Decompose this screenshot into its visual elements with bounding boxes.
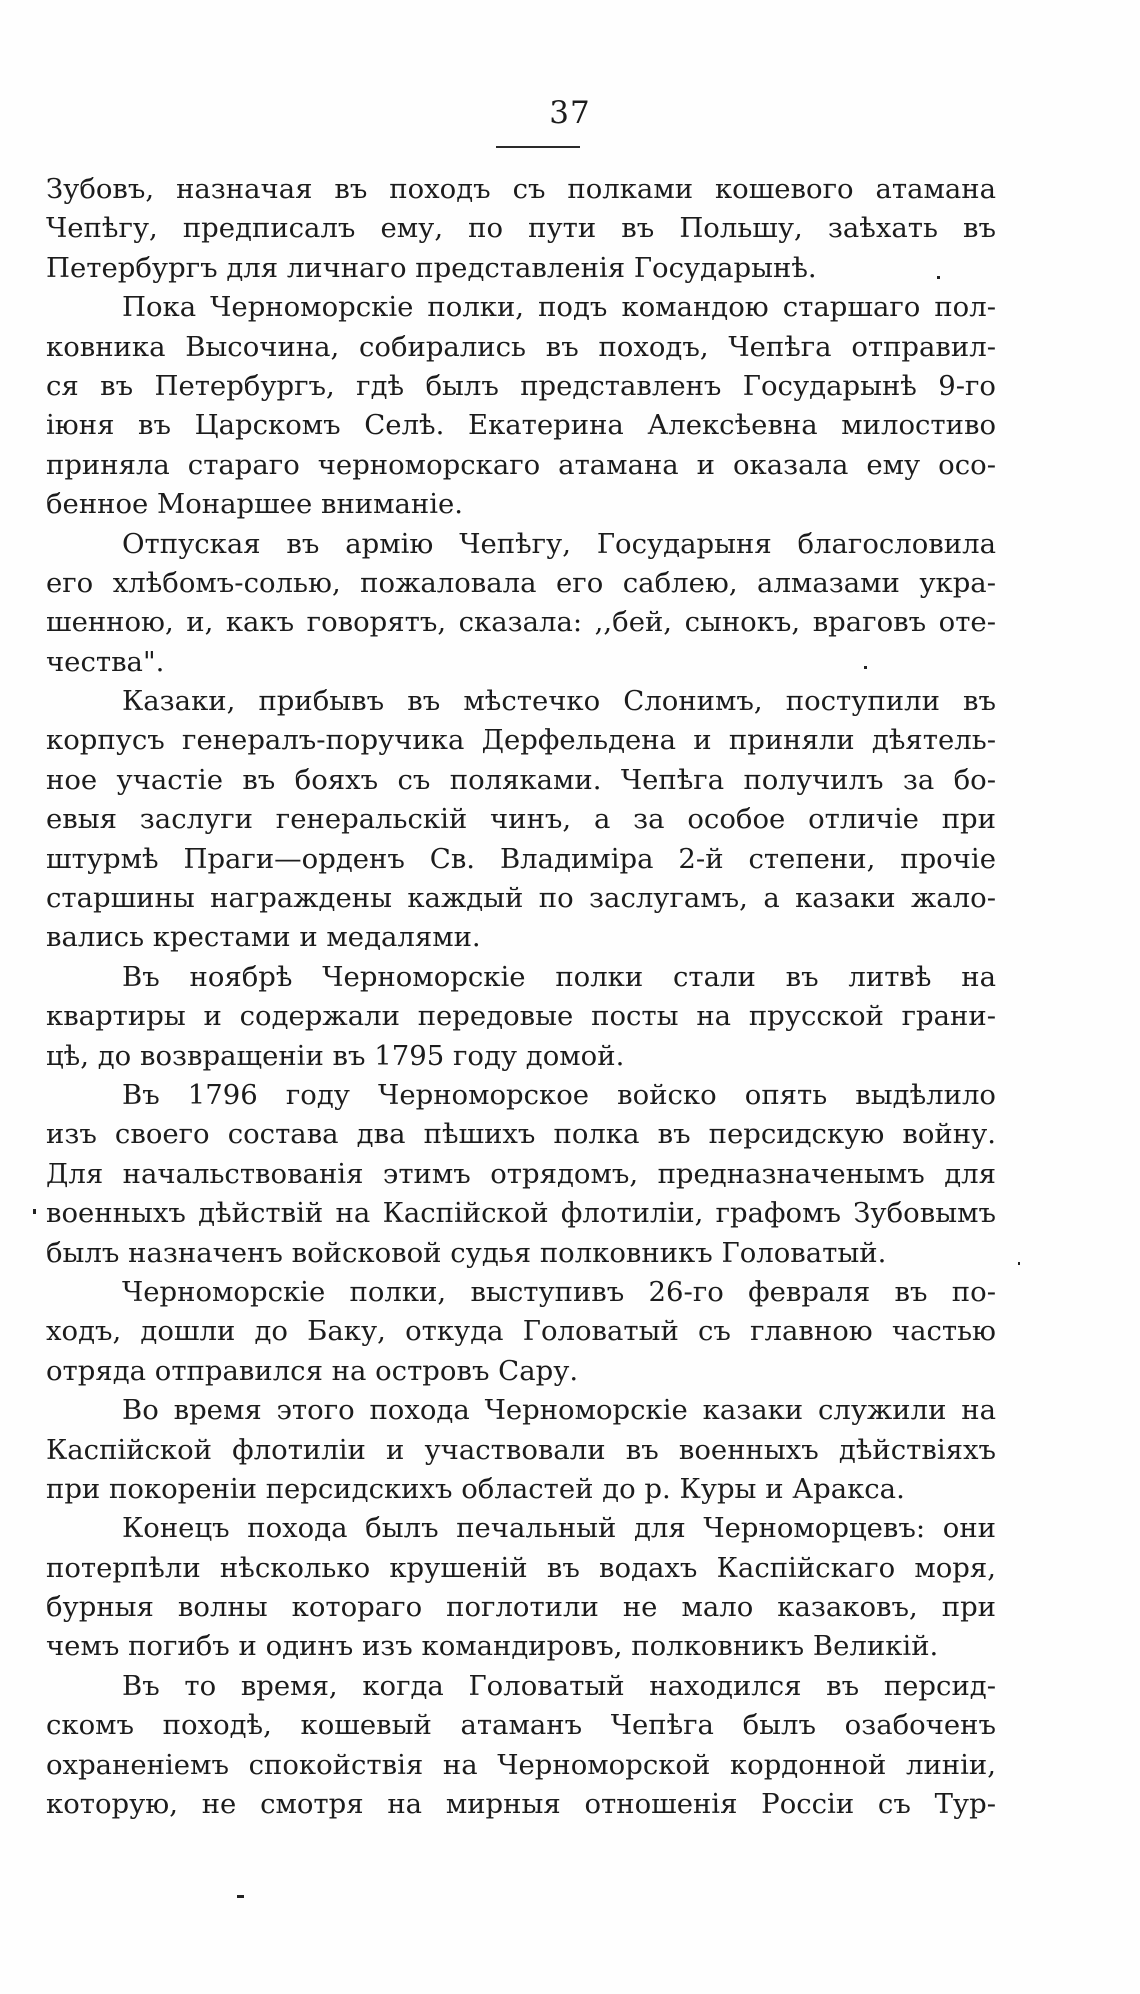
text-line: бенное Монаршее вниманіе. [46,488,464,521]
text-line: цѣ, до возвращеніи въ 1795 году домой. [46,1039,625,1072]
text-line: Чепѣгу, предписалъ ему, по пути въ Польшу, заѣхать въ [46,212,996,245]
text-line: охраненіемъ спокойствія на Черноморской кордонной линіи, [46,1748,996,1781]
text-line: Пока Черноморскіе полки, подъ командою старшаго пол- [122,291,996,324]
text-line: вались крестами и медалями. [46,921,481,954]
text-line: Зубовъ, назначая въ походъ съ полками кошевого атамана [46,173,996,205]
text-line: шенною, и, какъ говорятъ, сказала: ,,бей, сынокъ, враговъ оте- [46,606,996,639]
text-line: старшины награждены каждый по заслугамъ, а казаки жало- [46,882,996,915]
text-line: іюня въ Царскомъ Селѣ. Екатерина Алексѣевна милостиво [46,409,996,442]
ink-speck [937,276,940,279]
ink-speck [237,1895,244,1898]
text-line: Черноморскіе полки, выступивъ 26-го февраля въ по- [122,1275,996,1308]
text-line: чемъ погибъ и одинъ изъ командировъ, полковникъ Великій. [46,1630,939,1663]
text-line: квартиры и содержали передовые посты на прусской грани- [46,1000,996,1033]
ink-speck [1018,1262,1020,1265]
text-line: ходъ, дошли до Баку, откуда Головатый съ главною частью [46,1315,996,1348]
text-line: евыя заслуги генеральскій чинъ, а за особое отличіе при [46,803,996,836]
ink-speck [864,666,867,669]
text-line: Конецъ похода былъ печальный для Черноморцевъ: они [122,1512,996,1545]
text-line: ся въ Петербургъ, гдѣ былъ представленъ Государынѣ 9-го [46,369,996,402]
text-line: Для начальствованія этимъ отрядомъ, предназначенымъ для [46,1157,996,1190]
text-line: при покореніи персидскихъ областей до р. Куры и Аракса. [46,1472,905,1505]
text-line: ковника Высочина, собирались въ походъ, Чепѣга отправил- [46,330,996,363]
page-number: 37 [549,95,591,131]
text-line: изъ своего состава два пѣшихъ полка въ персидскую войну. [46,1118,996,1151]
text-line: его хлѣбомъ-солью, пожаловала его саблею, алмазами укра- [46,566,996,599]
page-number-rule [496,146,580,148]
ink-speck [33,1209,36,1214]
text-line: корпусъ генералъ-поручика Дерфельдена и приняли дѣятель- [46,724,996,757]
text-line: военныхъ дѣйствій на Каспійской флотиліи, графомъ Зубовымъ [46,1197,996,1230]
text-line: ное участіе въ бояхъ съ поляками. Чепѣга получилъ за бо- [46,763,996,796]
text-line: штурмѣ Праги—орденъ Св. Владиміра 2-й степени, прочіе [46,842,996,875]
text-line: потерпѣли нѣсколько крушеній въ водахъ Каспійскаго моря, [46,1551,996,1584]
text-line: отряда отправился на островъ Сару. [46,1354,579,1387]
text-line: бурныя волны котораго поглотили не мало казаковъ, при [46,1591,996,1624]
text-line: былъ назначенъ войсковой судья полковникъ Головатый. [46,1236,887,1269]
text-line: которую, не смотря на мирныя отношенія Россіи съ Тур- [46,1788,996,1821]
text-line: Петербургъ для личнаго представленія Государынѣ. [46,251,817,284]
text-line: Отпуская въ армію Чепѣгу, Государыня благословила [122,527,996,560]
text-line: Во время этого похода Черноморскіе казаки служили на [122,1394,996,1427]
text-line: приняла стараго черноморскаго атамана и оказала ему осо- [46,448,996,481]
text-line: Каспійской флотиліи и участвовали въ военныхъ дѣйствіяхъ [46,1433,996,1466]
text-line: Казаки, прибывъ въ мѣстечко Слонимъ, поступили въ [122,685,996,718]
text-line: Въ то время, когда Головатый находился въ персид- [122,1669,996,1702]
body-text [46,170,996,1824]
text-line: чества". [46,645,165,678]
text-line: Въ ноябрѣ Черноморскіе полки стали въ литвѣ на [122,960,996,993]
text-line: скомъ походѣ, кошевый атаманъ Чепѣга былъ озабоченъ [46,1709,996,1742]
text-line: Въ 1796 году Черноморское войско опять выдѣлило [122,1078,996,1111]
